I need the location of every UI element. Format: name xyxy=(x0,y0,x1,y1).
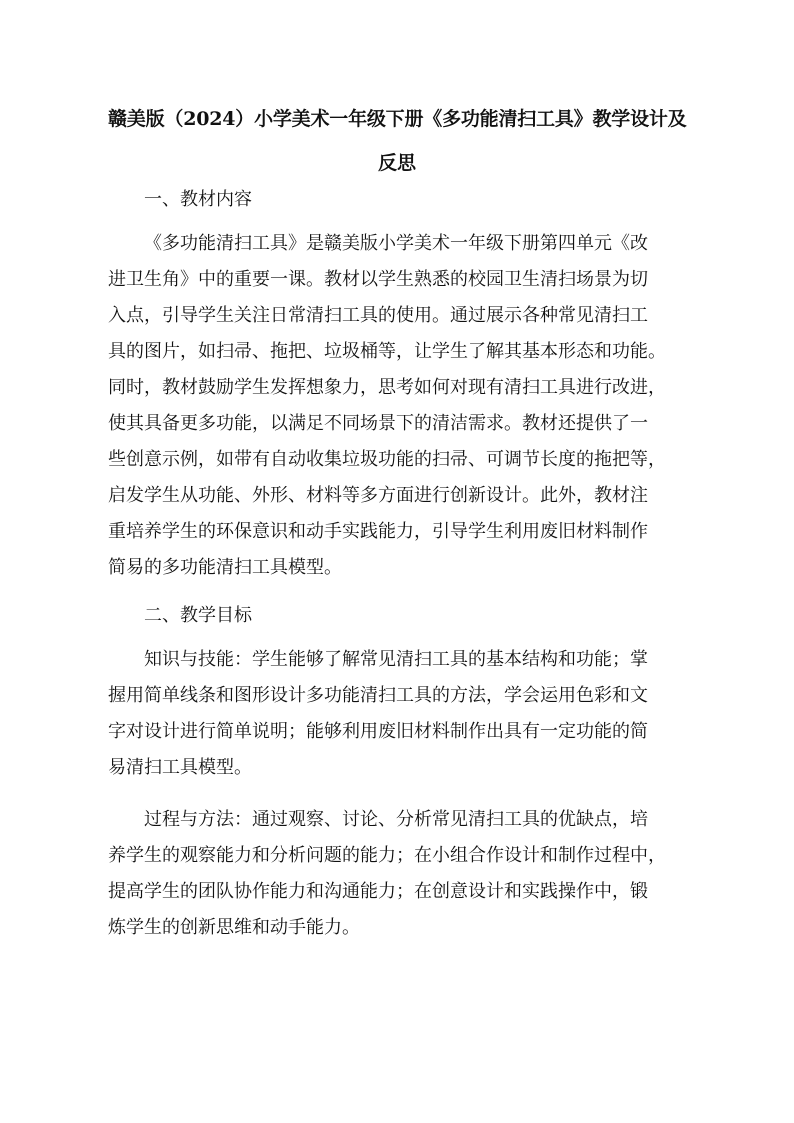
paragraph-line: 握用简单线条和图形设计多功能清扫工具的方法，学会运用色彩和文 xyxy=(108,685,648,706)
document-title-line-1: 赣美版（2024）小学美术一年级下册《多功能清扫工具》教学设计及 xyxy=(108,108,687,130)
document-title-line-2: 反思 xyxy=(377,152,416,174)
paragraph-line: 过程与方法：通过观察、讨论、分析常见清扫工具的优缺点，培 xyxy=(144,809,648,830)
paragraph-line: 炼学生的创新思维和动手能力。 xyxy=(108,917,360,938)
paragraph-line: 简易的多功能清扫工具模型。 xyxy=(108,557,342,578)
paragraph-line: 进卫生角》中的重要一课。教材以学生熟悉的校园卫生清扫场景为切 xyxy=(108,269,648,290)
paragraph-line: 易清扫工具模型。 xyxy=(108,757,252,778)
paragraph-line: 使其具备更多功能，以满足不同场景下的清洁需求。教材还提供了一 xyxy=(108,413,648,434)
paragraph-line: 知识与技能：学生能够了解常见清扫工具的基本结构和功能；掌 xyxy=(144,649,648,670)
paragraph-line: 同时，教材鼓励学生发挥想象力，思考如何对现有清扫工具进行改进， xyxy=(108,377,666,398)
paragraph-line: 启发学生从功能、外形、材料等多方面进行创新设计。此外，教材注 xyxy=(108,485,648,506)
paragraph-line: 重培养学生的环保意识和动手实践能力，引导学生利用废旧材料制作 xyxy=(108,521,648,542)
paragraph-line: 具的图片，如扫帚、拖把、垃圾桶等，让学生了解其基本形态和功能。 xyxy=(108,341,666,362)
section-heading-teaching-goals: 二、教学目标 xyxy=(144,605,252,626)
paragraph-line: 养学生的观察能力和分析问题的能力；在小组合作设计和制作过程中， xyxy=(108,845,666,866)
paragraph-line: 些创意示例，如带有自动收集垃圾功能的扫帚、可调节长度的拖把等， xyxy=(108,449,666,470)
section-heading-teaching-content: 一、教材内容 xyxy=(144,189,252,210)
paragraph-line: 提高学生的团队协作能力和沟通能力；在创意设计和实践操作中，锻 xyxy=(108,881,648,902)
paragraph-line: 入点，引导学生关注日常清扫工具的使用。通过展示各种常见清扫工 xyxy=(108,305,648,326)
paragraph-line: 《多功能清扫工具》是赣美版小学美术一年级下册第四单元《改 xyxy=(144,233,648,254)
paragraph-line: 字对设计进行简单说明；能够利用废旧材料制作出具有一定功能的简 xyxy=(108,721,648,742)
